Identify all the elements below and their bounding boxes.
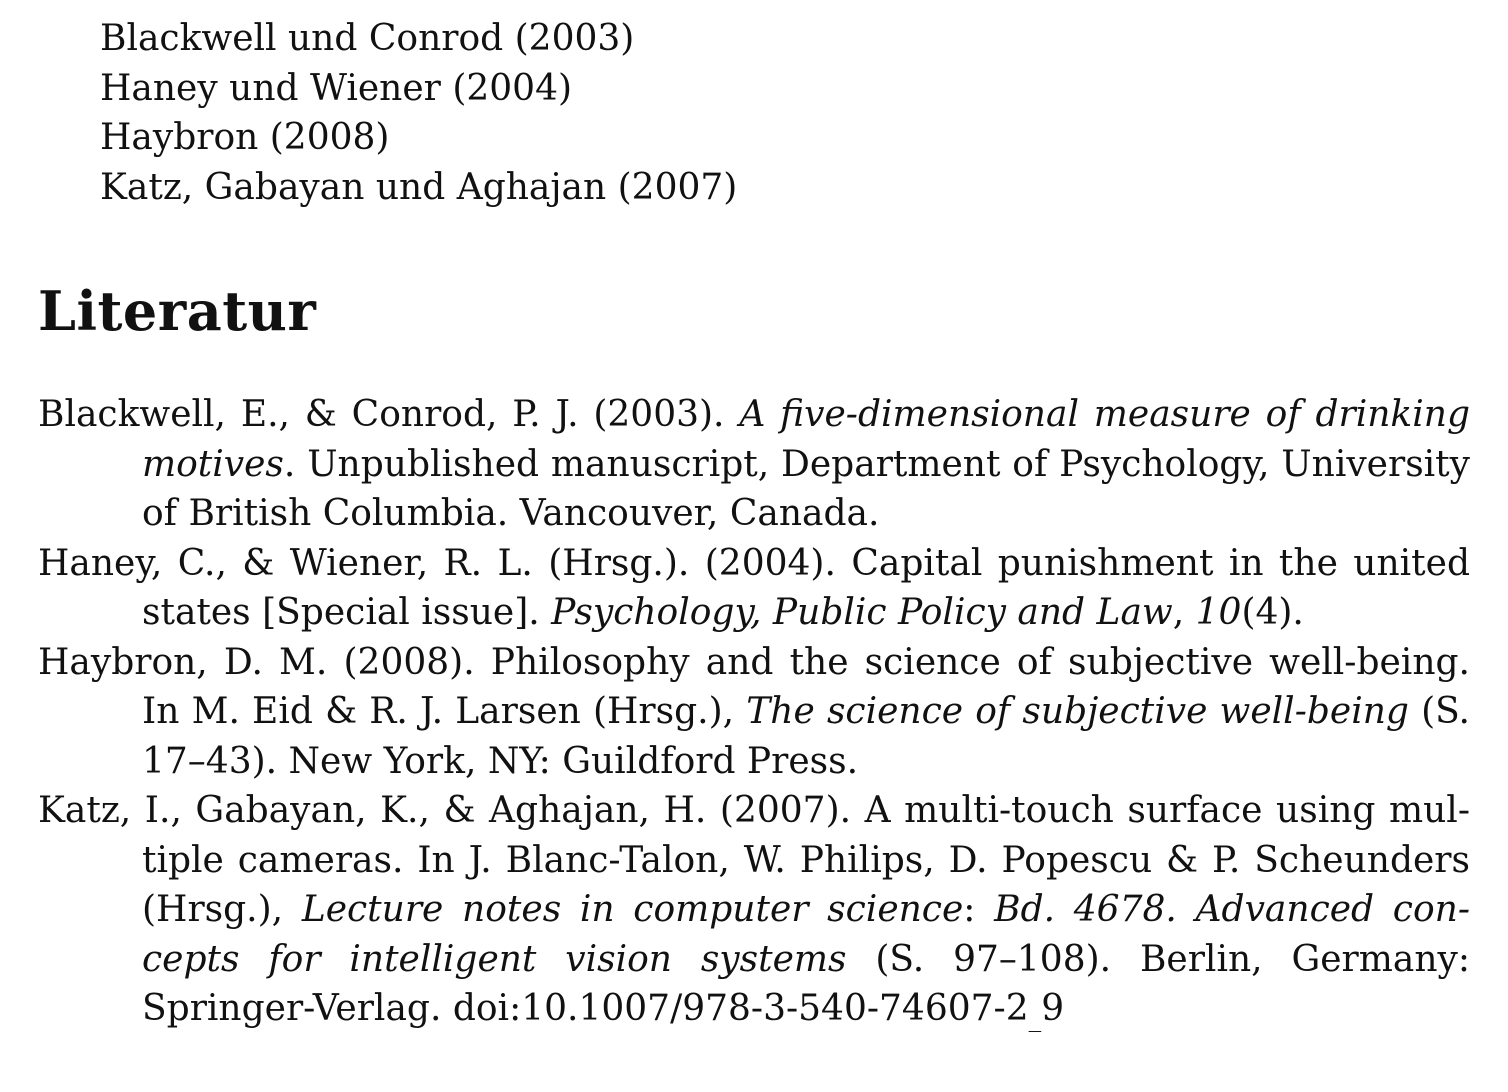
bib-entry-doi-end: 9 (1041, 988, 1065, 1029)
section-heading: Literatur (38, 279, 317, 343)
doi-underscore: _ (1028, 1003, 1042, 1033)
bib-entry-book-title: Bd. 4678. Advanced concepts for intelligent vision systems (142, 889, 1470, 980)
citation-katz-gabayan-aghajan: Katz, Gabayan und Aghajan (2007) (100, 166, 738, 208)
bib-entry-text: (S. 17–43). New York, NY: Guildford Press. (142, 691, 1470, 782)
bib-entry-text: : (963, 889, 995, 930)
bib-entry-title: A five-dimensional measure of drinking motives (142, 394, 1470, 485)
bib-entry-haybron (38, 638, 1470, 787)
citation-blackwell-conrod: Blackwell und Conrod (2003) (100, 18, 635, 59)
citation-haybron: Haybron (2008) (100, 117, 390, 158)
citation-haney-wiener: Haney und Wiener (2004) (100, 67, 573, 109)
bib-entry-katz (38, 786, 1470, 1037)
bibliography-list (38, 390, 1470, 1037)
bib-entry-book-title: The science of subjective well-being (746, 691, 1409, 732)
bib-entry-text: (4). (1241, 592, 1304, 633)
bib-entry-text: Blackwell, E., & Conrod, P. J. (2003). (38, 394, 740, 435)
bib-entry-text: , (1172, 592, 1196, 633)
bib-entry-journal: Psychology, Public Policy and Law (551, 592, 1173, 633)
bib-entry-text: Haybron, D. M. (2008). Philosophy and the science of subjective well-being. In M. Eid & R. J. Larsen (Hrsg.), (38, 641, 1470, 732)
citation-list (100, 14, 737, 212)
bib-entry-text: Haney, C., & Wiener, R. L. (Hrsg.). (2004). Capital punishment in the united states [Special issue]. (38, 542, 1470, 633)
bib-entry-blackwell (38, 390, 1470, 539)
bib-entry-volume: 10 (1195, 592, 1242, 633)
bib-entry-haney (38, 539, 1470, 638)
bib-entry-text: Katz, I., Gabayan, K., & Aghajan, H. (2007). A multi-touch surface using multiple cameras. In J. Blanc-Talon, W. Philips, D. Popescu & P. Scheunders (Hrsg.), (38, 790, 1470, 930)
bib-entry-text: . Unpublished manuscript, Department of Psychology, University of British Columbia. Vancouver, Canada. (142, 443, 1470, 534)
bib-entry-doi: (S. 97–108). Berlin, Germany: Springer-Verlag. doi:10.1007/978-3-540-74607-2 (142, 938, 1470, 1029)
bib-entry-series: Lecture notes in computer science (301, 889, 964, 930)
